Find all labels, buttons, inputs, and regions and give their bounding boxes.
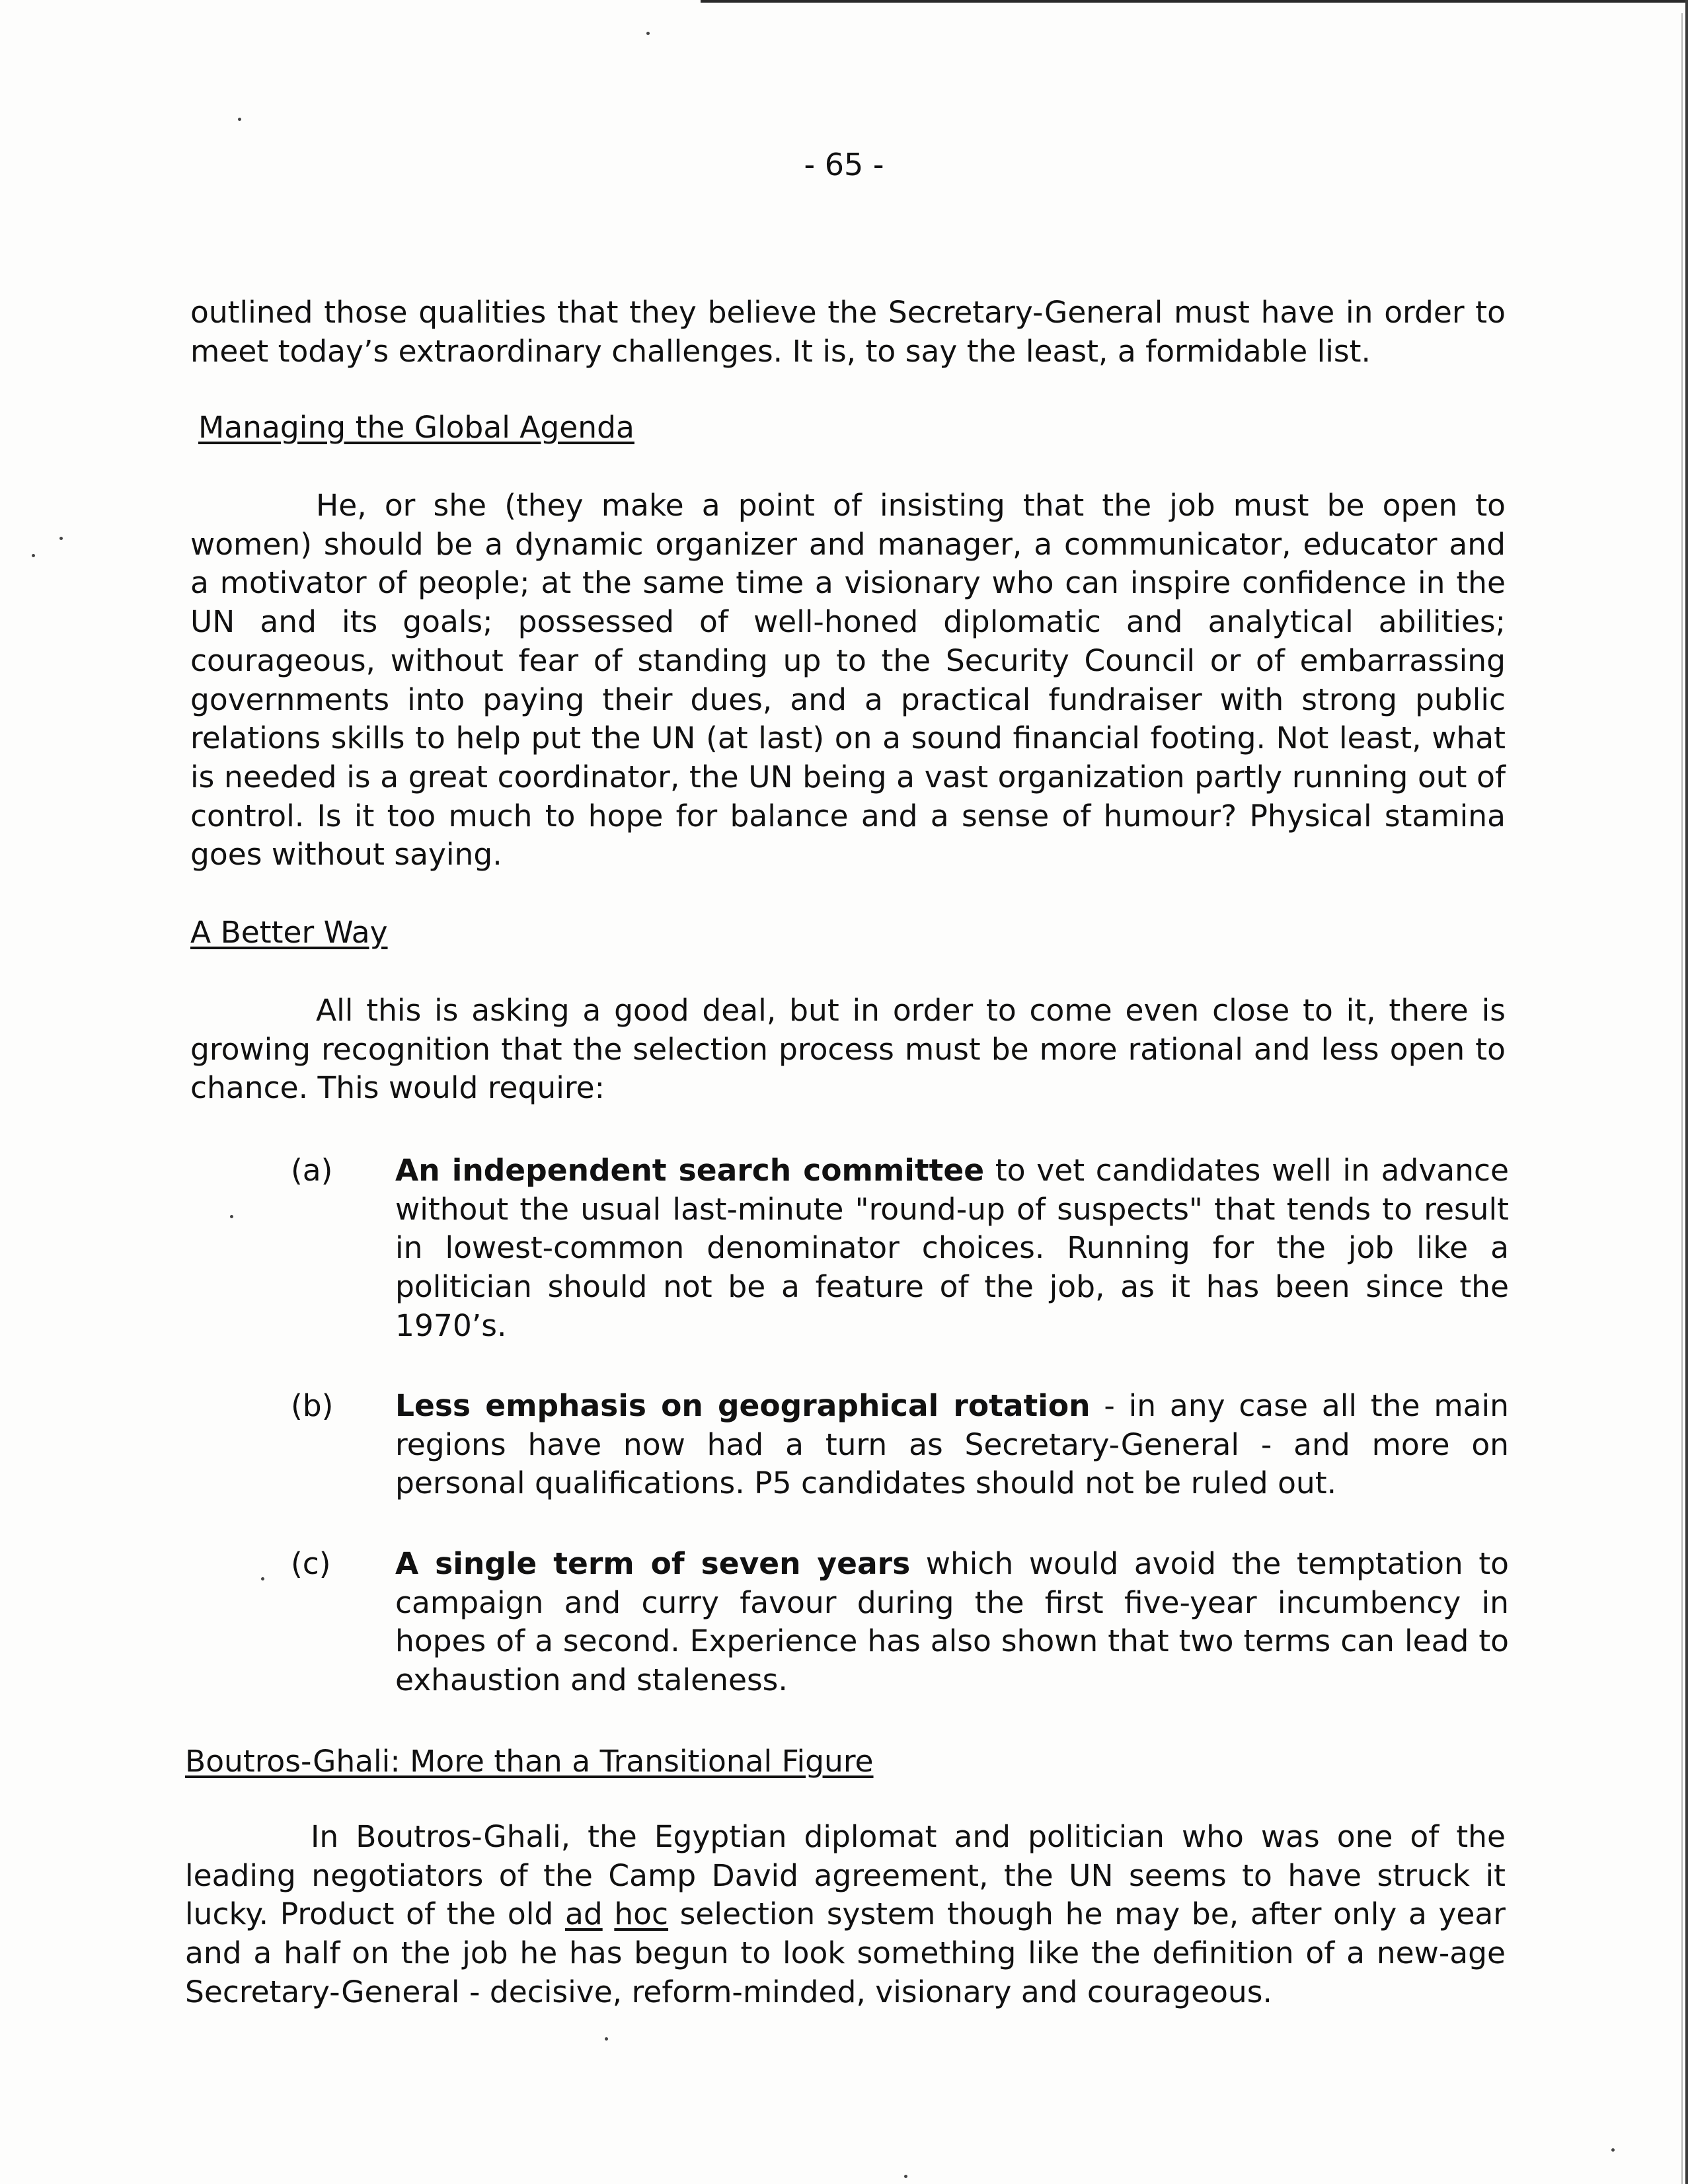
list-marker: (b) xyxy=(291,1388,334,1423)
boutros-paragraph-part1: In Boutros-Ghali, the Egyptian diplomat and politician who was one of the leading negotiators of the Camp David agreement, the UN seems to have struck it lucky. Product of the old xyxy=(185,1819,1506,1932)
better-way-paragraph-text: All this is asking a good deal, but in order to come even close to it, there is growing recognition that the selection process must be more rational and less open to chance. This would require: xyxy=(190,993,1506,1106)
list-item-text: - in any case all the main regions have now had a turn as Secretary-General - and more on personal qualifications. P5 candidates should not be ruled out. xyxy=(395,1388,1509,1501)
boutros-paragraph-part2: selection system though he may be, after only a year and a half on the job he has begun to look something like the definition of a new-age Secretary-General - decisive, reform-minded, visionary and courageous. xyxy=(185,1896,1506,2009)
list-item-text: to vet candidates well in advance without the usual last-minute "round-up of suspects" that tends to result in lowest-common denominator choices. Running for the job like a politician should not be a feature of the job, as it has been since the 1970’s. xyxy=(395,1153,1509,1343)
boutros-paragraph xyxy=(185,1818,1506,2012)
intro-paragraph: outlined those qualities that they believe the Secretary-General must have in order to meet today’s extraordinary challenges. It is, to say the least, a formidable list. xyxy=(190,295,1506,369)
scan-speck xyxy=(904,2175,907,2178)
scan-speck xyxy=(605,2037,608,2041)
managing-paragraph xyxy=(190,487,1506,875)
scan-right-edge xyxy=(1685,0,1688,2184)
scan-right-shadow xyxy=(1681,13,1683,2184)
managing-paragraph-text: He, or she (they make a point of insisting that the job must be open to women) should be a dynamic organizer and manager, a communicator, educator and a motivator of people; at the same time a visionary who can inspire confidence in the UN and its goals; possessed of well-honed diplomatic and analytical abilities; courageous, without fear of standing up to the Security Council or of embarrassing governments into paying their dues, and a practical fundraiser with strong public relations skills to help put the UN (at last) on a sound financial footing. Not least, what is needed is a great coordinator, the UN being a vast organization partly running out of control. Is it too much to hope for balance and a sense of humour? Physical stamina goes without saying. xyxy=(190,488,1506,873)
scan-speck xyxy=(1611,2148,1615,2152)
scan-speck xyxy=(646,32,650,35)
page-number: - 65 - xyxy=(804,147,884,182)
scan-top-edge xyxy=(701,0,1688,3)
list-item-text: which would avoid the temptation to campaign and curry favour during the first five-year incumbency in hopes of a second. Experience has also shown that two terms can lead to exhaustion and staleness. xyxy=(395,1546,1509,1698)
list-item-body xyxy=(395,1545,1509,1700)
list-marker: (c) xyxy=(291,1546,331,1581)
better-way-paragraph xyxy=(190,992,1506,1108)
section-heading-boutros: Boutros-Ghali: More than a Transitional Figure xyxy=(185,1744,874,1779)
scan-speck xyxy=(238,118,241,121)
list-item-lead: An independent search committee xyxy=(395,1153,985,1188)
list-item-body xyxy=(395,1151,1509,1346)
list-item-lead: Less emphasis on geographical rotation xyxy=(395,1388,1091,1423)
scan-speck xyxy=(32,554,35,557)
ad-hoc-ad: ad xyxy=(564,1896,603,1932)
list-item-body xyxy=(395,1387,1509,1503)
list-marker: (a) xyxy=(291,1153,333,1188)
list-item-lead: A single term of seven years xyxy=(395,1546,911,1581)
scan-speck xyxy=(59,537,63,540)
scan-speck xyxy=(261,1577,264,1580)
section-heading-managing: Managing the Global Agenda xyxy=(198,410,634,445)
scan-speck xyxy=(230,1215,233,1218)
ad-hoc-hoc: hoc xyxy=(614,1896,669,1932)
section-heading-better-way: A Better Way xyxy=(190,915,388,950)
